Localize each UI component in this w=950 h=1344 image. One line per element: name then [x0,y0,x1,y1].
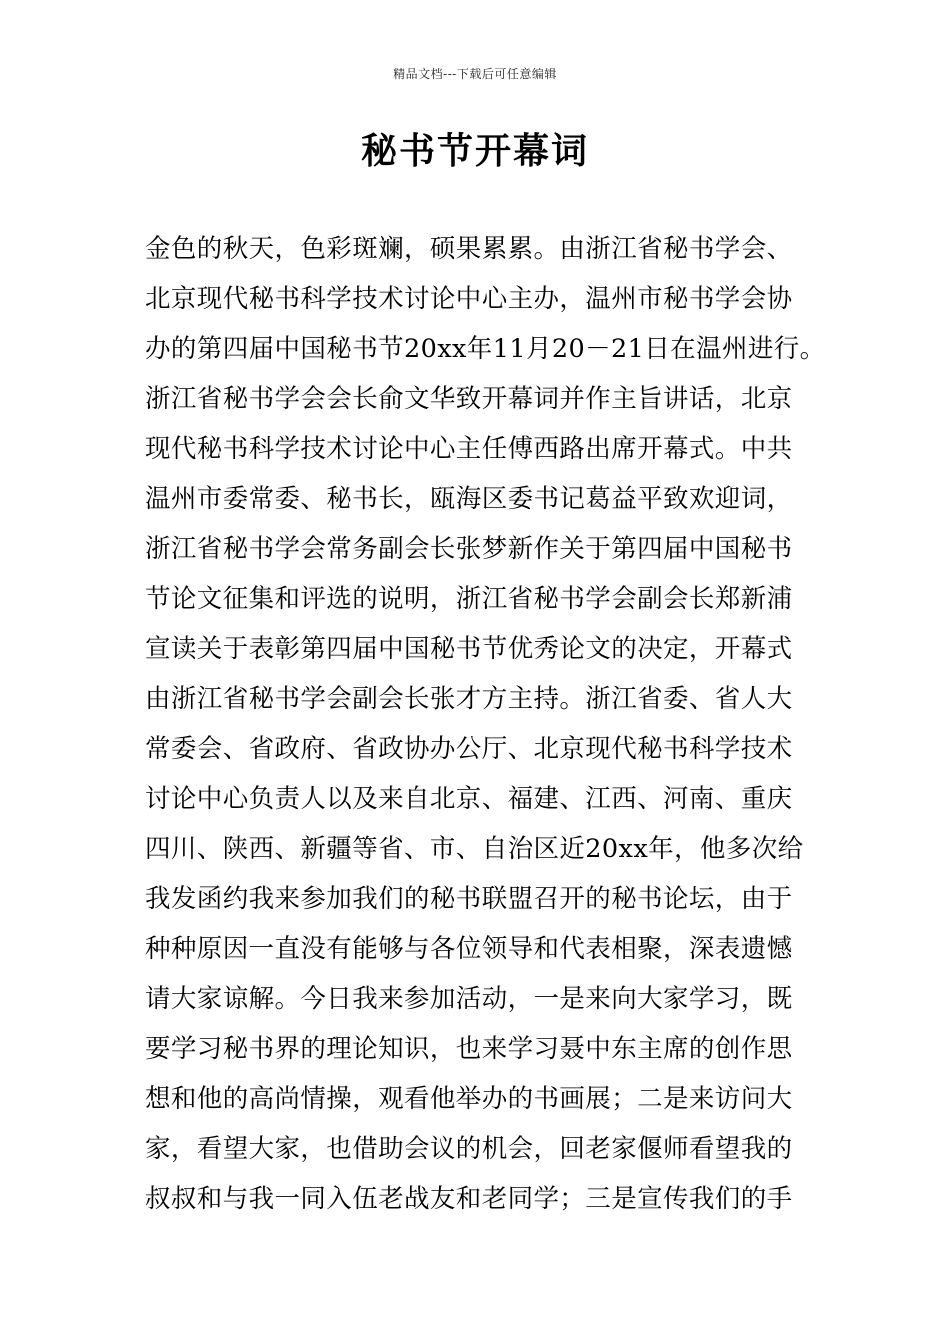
body-line: 浙江省秘书学会常务副会长张梦新作关于第四届中国秘书 [145,534,793,564]
body-line: 节论文征集和评选的说明，浙江省秘书学会副会长郑新浦 [145,584,793,614]
document-title: 秘书节开幕词 [360,130,589,172]
body-line: 温州市委常委、秘书长，瓯海区委书记葛益平致欢迎词， [145,484,793,514]
body-line: 想和他的高尚情操，观看他举办的书画展；二是来访问大 [145,1084,793,1114]
body-line: 我发函约我来参加我们的秘书联盟召开的秘书论坛，由于 [145,884,793,914]
header-note: 精品文档---下载后可任意编辑 [393,67,557,81]
body-text [145,224,825,1224]
body-line: 宣读关于表彰第四届中国秘书节优秀论文的决定，开幕式 [145,634,793,664]
body-line: 北京现代秘书科学技术讨论中心主办，温州市秘书学会协 [145,284,793,314]
body-line: 金色的秋天，色彩斑斓，硕果累累。由浙江省秘书学会、 [145,234,793,264]
body-line: 种种原因一直没有能够与各位领导和代表相聚，深表遗憾 [145,934,793,964]
body-line: 请大家谅解。今日我来参加活动，一是来向大家学习，既 [145,984,793,1014]
body-line: 四川、陕西、新疆等省、市、自治区近20xx年，他多次给 [145,834,804,864]
body-line: 家，看望大家，也借助会议的机会，回老家偃师看望我的 [145,1134,793,1164]
body-line: 由浙江省秘书学会副会长张才方主持。浙江省委、省人大 [145,684,793,714]
body-line: 现代秘书科学技术讨论中心主任傅西路出席开幕式。中共 [145,434,793,464]
body-line: 常委会、省政府、省政协办公厅、北京现代秘书科学技术 [145,734,793,764]
body-line: 办的第四届中国秘书节20xx年11月20－21日在温州进行。 [145,334,826,364]
body-line: 叔叔和与我一同入伍老战友和老同学；三是宣传我们的手 [145,1184,793,1214]
body-line: 浙江省秘书学会会长俞文华致开幕词并作主旨讲话，北京 [145,384,793,414]
body-line: 讨论中心负责人以及来自北京、福建、江西、河南、重庆 [145,784,793,814]
body-line: 要学习秘书界的理论知识，也来学习聂中东主席的创作思 [145,1034,793,1064]
